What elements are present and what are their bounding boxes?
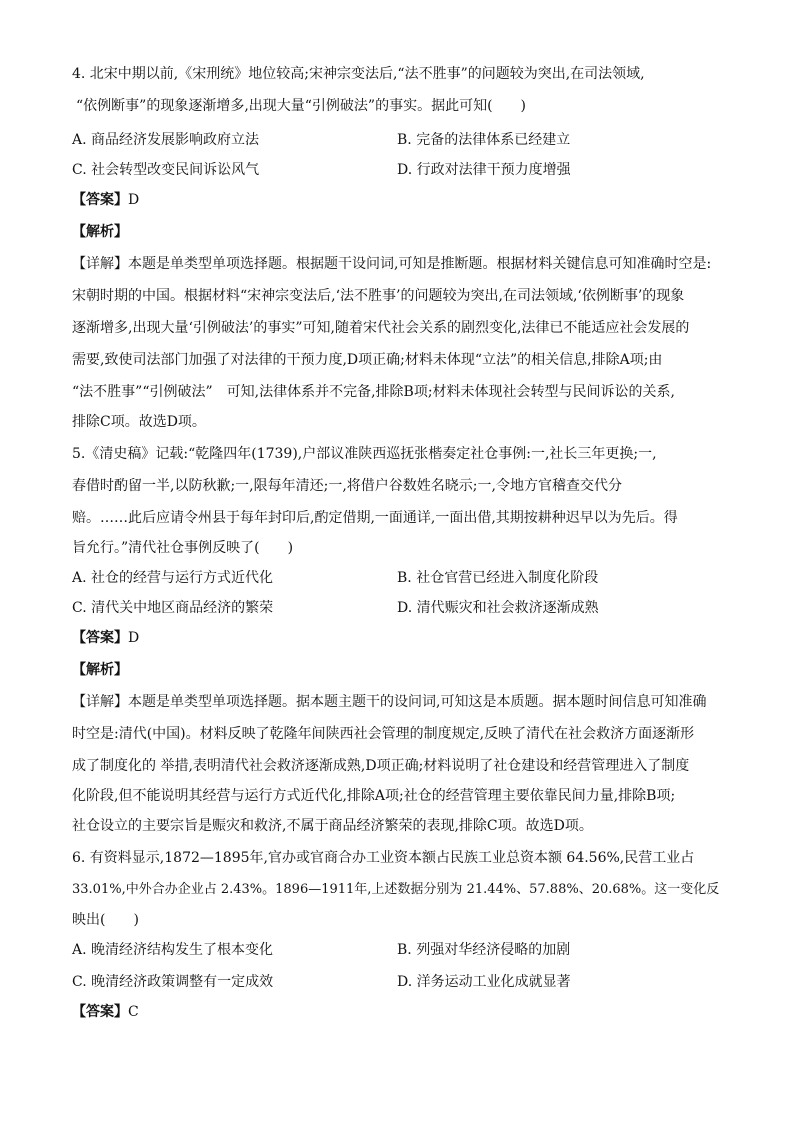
q5-stem-line: 旨允行。”清代社仓事例反映了( )	[72, 540, 294, 556]
q4-detail-line: “法不胜事”“引例破法” 可知,法律体系并不完备,排除B项;材料未体现社会转型与民间诉讼的关系,	[72, 384, 675, 400]
answer-label: 【答案】	[72, 192, 128, 208]
q4-detail-line: 排除C项。故选D项。	[72, 414, 206, 430]
q4-option-b: B. 完备的法律体系已经建立	[397, 132, 571, 148]
q5-option-d: D. 清代赈灾和社会救济逐渐成熟	[397, 600, 599, 616]
q4-answer	[72, 190, 139, 210]
q5-detail-line: 化阶段,但不能说明其经营与运行方式近代化,排除A项;社仓的经营管理主要依靠民间力量,排除B项;	[72, 788, 676, 804]
answer-label: 【答案】	[72, 1004, 128, 1020]
q4-analysis-label: 【解析】	[72, 224, 128, 240]
q6-stem-line: 映出( )	[72, 912, 139, 928]
q5-stem-line: 5.《清史稿》记载:“乾隆四年(1739),户部议准陕西巡抚张楷奏定社仓事例:一,社长三年更换;一,	[72, 446, 657, 462]
q5-detail-line: 【详解】本题是单类型单项选择题。据本题主题干的设问词,可知这是本质题。据本题时间信息可知准确	[72, 694, 707, 710]
q6-stem-line: 33.01%,中外合办企业占 2.43%。1896—1911年,上述数据分别为 21.44%、57.88%、20.68%。这一变化反	[72, 882, 720, 897]
q5-detail-line: 社仓设立的主要宗旨是赈灾和救济,不属于商品经济繁荣的表现,排除C项。故选D项。	[72, 818, 593, 834]
q6-option-d: D. 洋务运动工业化成就显著	[397, 974, 571, 990]
q4-option-d: D. 行政对法律干预力度增强	[397, 162, 571, 178]
q4-stem-line: “依例断事”的现象逐渐增多,出现大量“引例破法”的事实。据此可知( )	[76, 98, 527, 114]
answer-value: C	[128, 1004, 139, 1020]
q6-option-a: A. 晚清经济结构发生了根本变化	[72, 942, 274, 958]
q4-detail-line: 宋朝时期的中国。根据材料“宋神宗变法后,‘法不胜事’的问题较为突出,在司法领域,‘依例断事’的现象	[72, 288, 685, 304]
q4-option-a: A. 商品经济发展影响政府立法	[72, 132, 260, 148]
q5-stem-line: 赔。……此后应请令州县于每年封印后,酌定借期,一面通详,一面出借,其期按耕种迟早以为先后。得	[72, 510, 678, 526]
q5-option-a: A. 社仓的经营与运行方式近代化	[72, 570, 274, 586]
q4-option-c: C. 社会转型改变民间诉讼风气	[72, 162, 260, 178]
q6-answer	[72, 1002, 139, 1022]
q5-analysis-label: 【解析】	[72, 662, 128, 678]
q5-option-b: B. 社仓官营已经进入制度化阶段	[397, 570, 599, 586]
q4-detail-line: 需要,致使司法部门加强了对法律的干预力度,D项正确;材料未体现“立法”的相关信息,排除A项;由	[72, 352, 663, 368]
answer-label: 【答案】	[72, 630, 128, 646]
q5-detail-line: 成了制度化的 举措,表明清代社会救济逐渐成熟,D项正确;材料说明了社仓建设和经营管理进入了制度	[72, 758, 690, 774]
q4-stem-line: 4. 北宋中期以前,《宋刑统》地位较高;宋神宗变法后,“法不胜事”的问题较为突出,在司法领域,	[72, 66, 645, 82]
q6-stem-line: 6. 有资料显示,1872—1895年,官办或官商合办工业资本额占民族工业总资本额 64.56%,民营工业占	[72, 850, 695, 866]
answer-value: D	[128, 630, 140, 646]
q5-option-c: C. 清代关中地区商品经济的繁荣	[72, 600, 274, 616]
q6-option-b: B. 列强对华经济侵略的加剧	[397, 942, 571, 958]
q4-detail-line: 【详解】本题是单类型单项选择题。根据题干设问词,可知是推断题。根据材料关键信息可知准确时空是:	[72, 256, 712, 272]
q4-detail-line: 逐渐增多,出现大量‘引例破法’的事实”可知,随着宋代社会关系的剧烈变化,法律已不能适应社会发展的	[72, 320, 690, 336]
q5-answer	[72, 628, 139, 648]
q5-detail-line: 时空是:清代(中国)。材料反映了乾隆年间陕西社会管理的制度规定,反映了清代在社会救济方面逐渐形	[72, 726, 695, 742]
answer-value: D	[128, 192, 140, 208]
q5-stem-line: 春借时酌留一半,以防秋歉;一,限每年清还;一,将借户谷数姓名晓示;一,令地方官稽查交代分	[72, 478, 622, 494]
q6-option-c: C. 晚清经济政策调整有一定成效	[72, 974, 274, 990]
